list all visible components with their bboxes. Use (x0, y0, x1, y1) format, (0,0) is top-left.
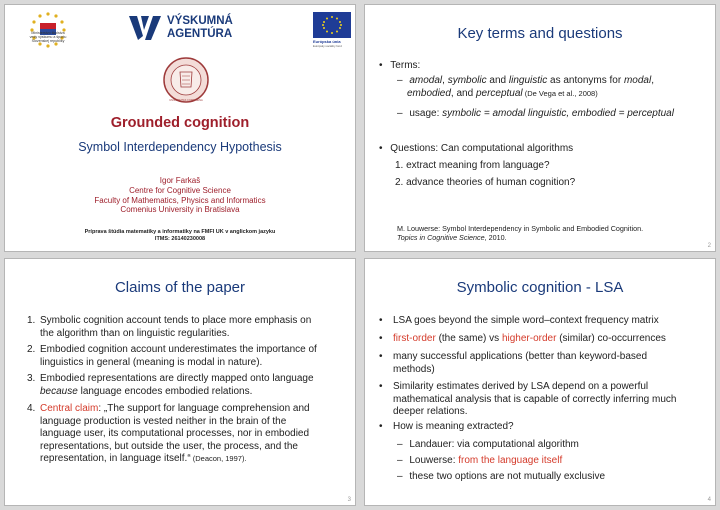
eu-flag-icon (313, 12, 351, 38)
slide4-title: Symbolic cognition - LSA (456, 279, 624, 296)
page-number: 3 (347, 497, 351, 503)
lsa-bullet-2 (379, 333, 709, 346)
term-definition-1 (397, 75, 707, 100)
q1-number: 1. (395, 160, 404, 171)
lsa-bullet-2-end: (similar) co-occurrences (556, 333, 666, 344)
bullet-dot: • (379, 351, 383, 362)
lsa-bullet-4-line-2: mathematical analysis that is capable of correctly inferring much (393, 393, 677, 405)
bullet-dot: • (379, 143, 383, 154)
slide1-subtitle: Symbol Interdependency Hypothesis (78, 140, 282, 154)
central-claim-label: Central claim (40, 403, 99, 414)
term-amodal: amodal (409, 75, 443, 86)
terms-bullet (379, 60, 420, 73)
bullet-dot: • (379, 315, 383, 326)
page-number: 4 (707, 497, 711, 503)
claim-3-line-1: Embodied representations are directly mapped onto language (40, 373, 314, 384)
ministry-line-2: vedy výskumu a športu (29, 35, 67, 39)
dash-marker: – (397, 455, 403, 466)
first-order-term: first-order (393, 333, 436, 344)
claim-4-ref: (Deacon, 1997). (190, 454, 247, 464)
higher-order-term: higher-order (501, 333, 557, 344)
sep: as antonyms for (547, 75, 624, 86)
ministry-line-1: Ministerstvo školstva (31, 31, 65, 35)
sep: and (486, 75, 509, 86)
university-seal-icon (163, 57, 209, 103)
slide1-footer (5, 229, 355, 243)
sub-item-2-label: Louwerse: (409, 455, 459, 466)
term-perceptual: perceptual (475, 87, 523, 99)
from-language-itself: from the language itself (458, 455, 563, 466)
term-symbolic: symbolic (447, 75, 487, 86)
eu-sublabel: Európsky sociálny fond (313, 44, 342, 48)
affiliation-2: Faculty of Mathematics, Physics and Informatics (94, 195, 266, 205)
slide3-title: Claims of the paper (114, 279, 246, 296)
slide-2[interactable] (364, 4, 716, 252)
claim-4-line-4: representations, but outside the user, the process, and the (40, 440, 298, 452)
claim-4 (27, 403, 352, 466)
agency-name-line-1: VÝSKUMNÁ (167, 15, 233, 27)
claim-3-because: because (40, 385, 78, 397)
agency-mark-icon (129, 14, 163, 42)
slide-4[interactable] (364, 258, 716, 506)
term-ref: (De Vega et al., 2008) (522, 88, 598, 98)
reference (397, 224, 643, 242)
questions-label: Questions: Can computational algorithms (390, 143, 574, 154)
lsa-bullet-1 (379, 315, 709, 328)
agency-logo (129, 14, 259, 44)
reference-line-1: M. Louwerse: Symbol Interdependency in Symbolic and Embodied Cognition. (397, 224, 644, 233)
bullet-dot: • (379, 333, 383, 344)
page-number: 2 (707, 243, 711, 249)
term-linguistic: linguistic (508, 75, 548, 86)
sub-item-3 (397, 471, 707, 484)
affiliation-1: Centre for Cognitive Science (129, 185, 231, 195)
author-name: Igor Farkaš (159, 176, 201, 185)
lsa-bullet-5-text: How is meaning extracted? (393, 421, 514, 432)
terms-label: Terms: (390, 60, 421, 71)
question-1 (395, 160, 550, 173)
q2-number: 2. (395, 177, 404, 188)
lsa-bullet-3-line-1: many successful applications (better than keyword-based (393, 351, 648, 362)
usage-text: symbolic = amodal linguistic, embodied = perceptual (442, 108, 674, 119)
claim-4-number: 4. (27, 403, 36, 414)
claim-1 (27, 315, 352, 340)
claim-2-line-1: Embodied cognition account underestimates the importance of (40, 344, 317, 355)
lsa-bullet-3 (379, 351, 709, 376)
claim-4-line-2: language production is vested neither in the brain of the (40, 415, 287, 427)
usage-line (397, 108, 712, 121)
ministry-line-3: Slovenskej republiky (31, 39, 65, 43)
lsa-bullet-4 (379, 381, 709, 419)
slide-1[interactable] (4, 4, 356, 252)
dash-marker: – (397, 471, 403, 482)
bullet-dot: • (379, 421, 383, 432)
claim-2-line-2: linguistics in general (meaning is modal in nature). (40, 356, 263, 368)
sep: , and (450, 87, 476, 99)
sep: , (442, 75, 448, 86)
eu-label: Európska únia (313, 39, 341, 44)
slide2-title: Key terms and questions (457, 25, 623, 42)
university-seal (163, 57, 209, 103)
bullet-dot: • (379, 381, 383, 392)
sub-item-1 (397, 439, 707, 452)
claim-1-number: 1. (27, 315, 36, 326)
lsa-bullet-4-line-1: Similarity estimates derived by LSA depend on a powerful (393, 381, 649, 392)
agency-name-line-2: AGENTÚRA (167, 27, 233, 40)
usage-label: usage: (409, 108, 443, 119)
ministry-text (25, 31, 71, 43)
dash-marker: – (397, 75, 403, 86)
slide1-author-block (5, 176, 355, 215)
lsa-bullet-2-mid: (the same) vs (435, 333, 502, 344)
dash-marker: – (397, 108, 403, 119)
dash-marker: – (397, 439, 403, 450)
reference-year: , 2010. (484, 233, 507, 242)
q1-text: extract meaning from language? (406, 160, 550, 171)
claim-3-line-2: language encodes embodied relations. (77, 385, 253, 397)
eu-flag (313, 12, 353, 52)
sub-item-2 (397, 455, 707, 468)
lsa-bullet-1-text: LSA goes beyond the simple word–context frequency matrix (393, 315, 659, 326)
footer-line-2: ITMS: 26140230008 (154, 236, 206, 242)
term-modal: modal (623, 75, 652, 86)
claim-3 (27, 373, 352, 398)
claim-1-line-2: the algorithm than on linguistic regularities. (40, 327, 230, 339)
lsa-bullet-4-line-3: deeper relations. (393, 406, 468, 418)
question-2 (395, 177, 575, 190)
footer-line-1: Príprava štúdia matematiky a informatiky na FMFI UK v anglickom jazyku (84, 229, 276, 235)
lsa-bullet-5 (379, 421, 709, 434)
q2-text: advance theories of human cognition? (406, 177, 576, 188)
sep: , (651, 75, 654, 86)
bullet-dot: • (379, 60, 383, 71)
slide-3[interactable] (4, 258, 356, 506)
claim-2-number: 2. (27, 344, 36, 355)
lsa-bullet-3-line-2: methods) (393, 363, 435, 375)
claim-4-line-1: : „The support for language comprehension and (98, 403, 310, 414)
claim-1-line-1: Symbolic cognition account tends to place more emphasis on (40, 315, 312, 326)
sub-item-1-text: Landauer: via computational algorithm (409, 439, 579, 450)
questions-bullet (379, 143, 573, 156)
slide1-title: Grounded cognition (110, 115, 250, 131)
claim-2 (27, 344, 352, 369)
sub-item-3-text: these two options are not mutually exclusive (409, 471, 606, 482)
seal-caption: UNIVERSITAS COMENIANA (169, 99, 203, 102)
affiliation-3: Comenius University in Bratislava (120, 205, 240, 215)
claim-3-number: 3. (27, 373, 36, 384)
claim-4-line-5: representation, in language itself.“ (40, 453, 191, 465)
reference-journal: Topics in Cognitive Science (397, 233, 485, 242)
term-embodied: embodied (407, 87, 451, 99)
claim-4-line-3: language user, its computational processes, nor in embodied (40, 428, 310, 440)
